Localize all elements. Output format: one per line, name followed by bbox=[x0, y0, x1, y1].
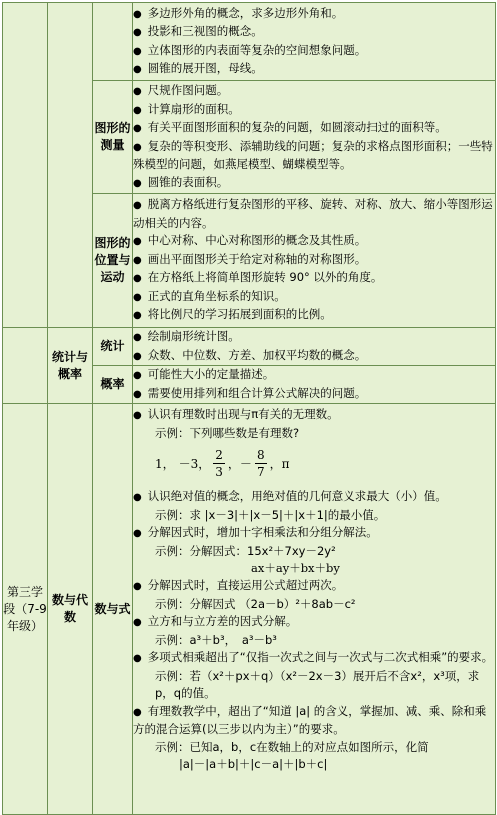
list-item: ● 尺规作图问题。 bbox=[133, 82, 495, 101]
subcategory-probability: 概率 bbox=[93, 366, 133, 404]
content-cell-geometry bbox=[133, 3, 496, 81]
list-item: ● 认识有理数时出现与π有关的无理数。 bbox=[133, 406, 495, 425]
list-item: ● 分解因式时，增加十字相乘法和分组分解法。 bbox=[133, 524, 495, 543]
list-item: ● 将比例尺的学习拓展到面积的比例。 bbox=[133, 306, 495, 325]
bullet-icon: ● bbox=[133, 528, 142, 539]
example-line: 示例：a³＋b³， a³－b³ bbox=[155, 632, 277, 647]
list-item: ● 复杂的等积变形、添辅助线的问题；复杂的求格点图形面积；一些特殊模型的问题，如燕尾模型、蝴蝶模型等。 bbox=[133, 138, 493, 171]
list-item: ● 认识绝对值的概念，用绝对值的几何意义求最大（小）值。 bbox=[133, 488, 495, 507]
stage-three: 第三学段（7-9年级） bbox=[3, 404, 48, 815]
list-item: ● 圆锥的表面积。 bbox=[133, 174, 495, 193]
list-item: ● 众数、中位数、方差、加权平均数的概念。 bbox=[133, 347, 495, 366]
content-cell-algebra bbox=[133, 404, 496, 815]
subcategory-number-expression: 数与式 bbox=[93, 404, 133, 815]
bullet-icon: ● bbox=[133, 310, 142, 322]
bullet-icon: ● bbox=[133, 254, 142, 266]
bullet-icon: ● bbox=[133, 141, 142, 153]
list-item: ● 有理数教学中，超出了“知道 |a| 的含义，掌握加、减、乘、除和乘方的混合运算(以三步以内为主）”的要求。 bbox=[133, 703, 487, 736]
list-item: ● 立体图形的内表面等复杂的空间想象问题。 bbox=[133, 42, 495, 61]
bullet-icon: ● bbox=[133, 706, 142, 718]
bullet-icon: ● bbox=[133, 332, 142, 343]
stage-cell-empty bbox=[3, 3, 48, 328]
stage-cell-empty-2 bbox=[3, 328, 48, 404]
list-item: ● 投影和三视图的概念。 bbox=[133, 23, 495, 42]
bullet-icon: ● bbox=[133, 64, 142, 75]
list-item: ● 立方和与立方差的因式分解。 bbox=[133, 613, 495, 632]
example-line: 示例：已知a，b，c在数轴上的对应点如图所示，化简 bbox=[155, 739, 429, 754]
subcategory-statistics: 统计 bbox=[93, 328, 133, 366]
list-item: ● 计算扇形的面积。 bbox=[133, 101, 495, 120]
category-number-algebra: 数与代数 bbox=[48, 404, 93, 815]
bullet-icon: ● bbox=[133, 388, 142, 400]
list-item: ● 分解因式时，直接运用公式超过两次。 bbox=[133, 577, 495, 596]
bullet-icon: ● bbox=[133, 177, 142, 189]
bullet-icon: ● bbox=[133, 492, 142, 503]
example-line: 示例：下列哪些数是有理数? bbox=[155, 425, 300, 440]
bullet-icon: ● bbox=[133, 104, 142, 116]
bullet-icon: ● bbox=[133, 350, 142, 362]
list-item: ● 圆锥的展开图，母线。 bbox=[133, 60, 495, 79]
example-expression: ax＋ay＋bx＋by bbox=[251, 561, 340, 575]
example-expression: |a|－|a＋b|＋|c－a|＋|b＋c| bbox=[179, 757, 328, 771]
category-cell-empty bbox=[48, 3, 93, 328]
bullet-icon: ● bbox=[133, 200, 142, 212]
bullet-icon: ● bbox=[133, 236, 142, 248]
bullet-icon: ● bbox=[133, 617, 142, 628]
list-item: ● 多项式相乘超出了“仅指一次式之间与一次式与二次式相乘”的要求。 bbox=[133, 649, 495, 668]
bullet-icon: ● bbox=[133, 273, 142, 285]
bullet-icon: ● bbox=[133, 45, 142, 57]
content-cell-statistics bbox=[133, 328, 496, 366]
content-cell-probability bbox=[133, 366, 496, 404]
curriculum-table bbox=[2, 2, 496, 815]
list-item: ● 多边形外角的概念，求多边形外角和。 bbox=[133, 5, 495, 24]
example-line: 示例：分解因式：15x²＋7xy－2y² bbox=[155, 543, 336, 558]
fraction: $\frac{2}{3}$ bbox=[215, 447, 223, 479]
list-item: ● 有关平面图形面积的复杂的问题，如圆滚动扫过的面积等。 bbox=[133, 119, 495, 138]
number-list: 1， －3， $\frac{2}{3}$ ，－ $\frac{8}{7}$ ，π bbox=[155, 447, 290, 479]
fraction: $\frac{8}{7}$ bbox=[256, 447, 265, 479]
list-item: ● 在方格纸上将简单图形旋转 90° 以外的角度。 bbox=[133, 269, 495, 288]
bullet-icon: ● bbox=[133, 653, 142, 664]
list-item: ● 画出平面图形关于给定对称轴的对称图形。 bbox=[133, 251, 495, 270]
bullet-icon: ● bbox=[133, 123, 142, 134]
bullet-icon: ● bbox=[133, 8, 142, 20]
subcategory-measure: 图形的测量 bbox=[93, 81, 133, 194]
example-line: 示例：分解因式 （2a－b）²＋8ab－c² bbox=[155, 596, 356, 611]
bullet-icon: ● bbox=[133, 410, 142, 421]
bullet-icon: ● bbox=[133, 291, 142, 303]
subcategory-position: 图形的位置与运动 bbox=[93, 194, 133, 328]
example-line: 示例：若（x²＋px＋q）（x²－2x－3）展开后不含x²，x³项，求p，q的值。 bbox=[155, 668, 480, 700]
list-item: ● 脱离方格纸进行复杂图形的平移、旋转、对称、放大、缩小等图形运动相关的内容。 bbox=[133, 197, 493, 230]
example-line: 示例：求 |x－3|＋|x－5|＋|x＋1|的最小值。 bbox=[155, 507, 386, 522]
content-cell-position bbox=[133, 194, 496, 328]
list-item: ● 可能性大小的定量描述。 bbox=[133, 366, 495, 385]
category-stats: 统计与概率 bbox=[48, 328, 93, 404]
list-item: ● 正式的直角坐标系的知识。 bbox=[133, 288, 495, 307]
bullet-icon: ● bbox=[133, 86, 142, 97]
content-cell-measure bbox=[133, 81, 496, 194]
list-item: ● 需要使用排列和组合计算公式解决的问题。 bbox=[133, 385, 495, 404]
bullet-icon: ● bbox=[133, 370, 142, 381]
list-item: ● 中心对称、中心对称图形的概念及其性质。 bbox=[133, 232, 495, 251]
list-item: ● 绘制扇形统计图。 bbox=[133, 328, 495, 347]
bullet-icon: ● bbox=[133, 27, 142, 38]
subcategory-cell-empty bbox=[93, 3, 133, 81]
bullet-icon: ● bbox=[133, 581, 142, 592]
